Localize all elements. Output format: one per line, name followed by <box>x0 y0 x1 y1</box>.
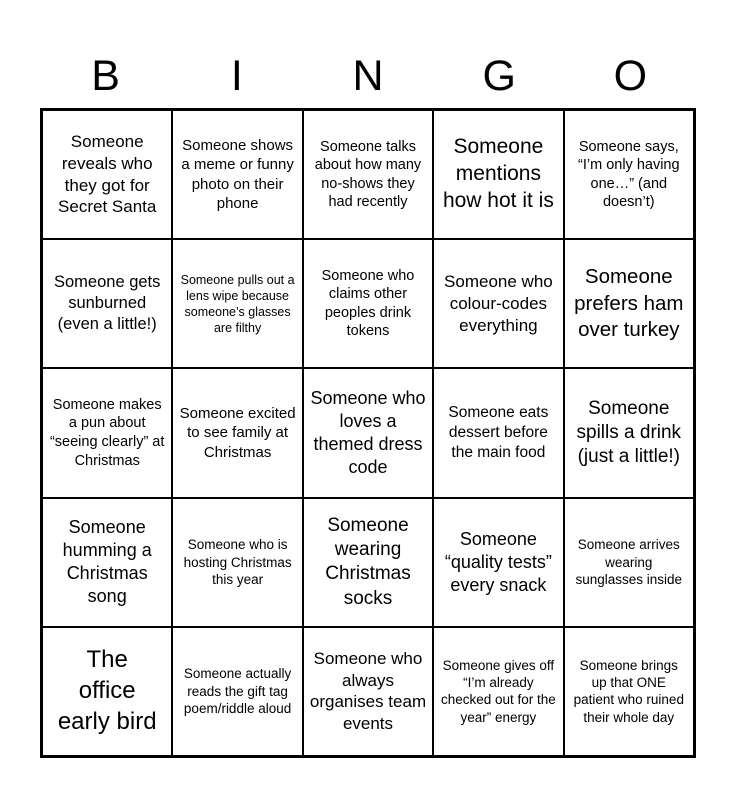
bingo-letter-o: O <box>613 52 648 100</box>
bingo-cell-text: The office early bird <box>57 646 157 735</box>
bingo-cell-text: Someone eats dessert before the main food <box>448 404 549 461</box>
bingo-grid <box>40 108 696 758</box>
bingo-cell-r3c1[interactable] <box>42 368 172 497</box>
bingo-cell-text: Someone gets sunburned (even a little!) <box>53 273 161 334</box>
bingo-cell-r2c1[interactable] <box>42 239 172 368</box>
bingo-letter-i: I <box>230 52 243 100</box>
bingo-cell-text: Someone wearing Christmas socks <box>325 514 411 609</box>
bingo-cell-r1c4[interactable] <box>433 110 563 239</box>
bingo-cell-text: Someone who claims other peoples drink tokens <box>321 267 415 340</box>
bingo-cell-text: Someone who colour-codes everything <box>444 272 553 335</box>
bingo-cell-r3c3[interactable] <box>303 368 433 497</box>
bingo-cell-text: Someone reveals who they got for Secret Santa <box>58 132 157 217</box>
bingo-cell-text: Someone “quality tests” every snack <box>444 528 552 595</box>
bingo-cell-text: Someone spills a drink (just a little!) <box>576 397 682 468</box>
bingo-cell-text: Someone humming a Christmas song <box>62 517 152 607</box>
bingo-cell-r4c5[interactable] <box>564 498 694 627</box>
bingo-letter-g: G <box>482 52 516 100</box>
bingo-cell-text: Someone pulls out a lens wipe because someone’s glasses are filthy <box>180 272 295 335</box>
bingo-cell-text: Someone arrives wearing sunglasses inside <box>575 537 683 587</box>
bingo-cell-r5c4[interactable] <box>433 627 563 756</box>
bingo-cell-r2c4[interactable] <box>433 239 563 368</box>
bingo-cell-r4c1[interactable] <box>42 498 172 627</box>
bingo-cell-r2c3[interactable] <box>303 239 433 368</box>
bingo-cell-text: Someone brings up that ONE patient who ruined their whole day <box>573 657 684 725</box>
bingo-cell-r2c5[interactable] <box>564 239 694 368</box>
bingo-cell-r1c1[interactable] <box>42 110 172 239</box>
bingo-cell-r5c5[interactable] <box>564 627 694 756</box>
bingo-cell-text: Someone actually reads the gift tag poem/riddle aloud <box>183 666 292 717</box>
bingo-cell-r5c3[interactable] <box>303 627 433 756</box>
bingo-cell-r3c4[interactable] <box>433 368 563 497</box>
bingo-cell-text: Someone makes a pun about “seeing clearly” at Christmas <box>49 396 165 469</box>
bingo-cell-r4c2[interactable] <box>172 498 302 627</box>
bingo-cell-text: Someone gives off “I’m already checked out for the year” energy <box>440 657 556 725</box>
bingo-letter-b: B <box>91 52 120 100</box>
bingo-cell-r1c5[interactable] <box>564 110 694 239</box>
bingo-letter-n: N <box>352 52 384 100</box>
bingo-cell-text: Someone who always organises team events <box>309 648 427 734</box>
bingo-cell-text: Someone who loves a themed dress code <box>310 387 426 478</box>
bingo-title <box>40 0 696 108</box>
bingo-cell-text: Someone mentions how hot it is <box>442 135 554 213</box>
bingo-cell-text: Someone prefers ham over turkey <box>574 265 684 341</box>
bingo-cell-r1c3[interactable] <box>303 110 433 239</box>
bingo-cell-r4c4[interactable] <box>433 498 563 627</box>
bingo-cell-r5c1[interactable] <box>42 627 172 756</box>
bingo-cell-text: Someone who is hosting Christmas this year <box>183 537 292 587</box>
bingo-cell-text: Someone talks about how many no-shows they had recently <box>314 138 422 211</box>
bingo-cell-r2c2[interactable] <box>172 239 302 368</box>
bingo-cell-r3c2[interactable] <box>172 368 302 497</box>
bingo-cell-r5c2[interactable] <box>172 627 302 756</box>
bingo-cell-r1c2[interactable] <box>172 110 302 239</box>
bingo-cell-text: Someone says, “I’m only having one…” (and doesn’t) <box>578 138 680 211</box>
bingo-cell-r3c5[interactable] <box>564 368 694 497</box>
bingo-cell-text: Someone shows a meme or funny photo on their phone <box>181 137 294 212</box>
bingo-cell-r4c3[interactable] <box>303 498 433 627</box>
bingo-cell-text: Someone excited to see family at Christmas <box>179 405 296 461</box>
